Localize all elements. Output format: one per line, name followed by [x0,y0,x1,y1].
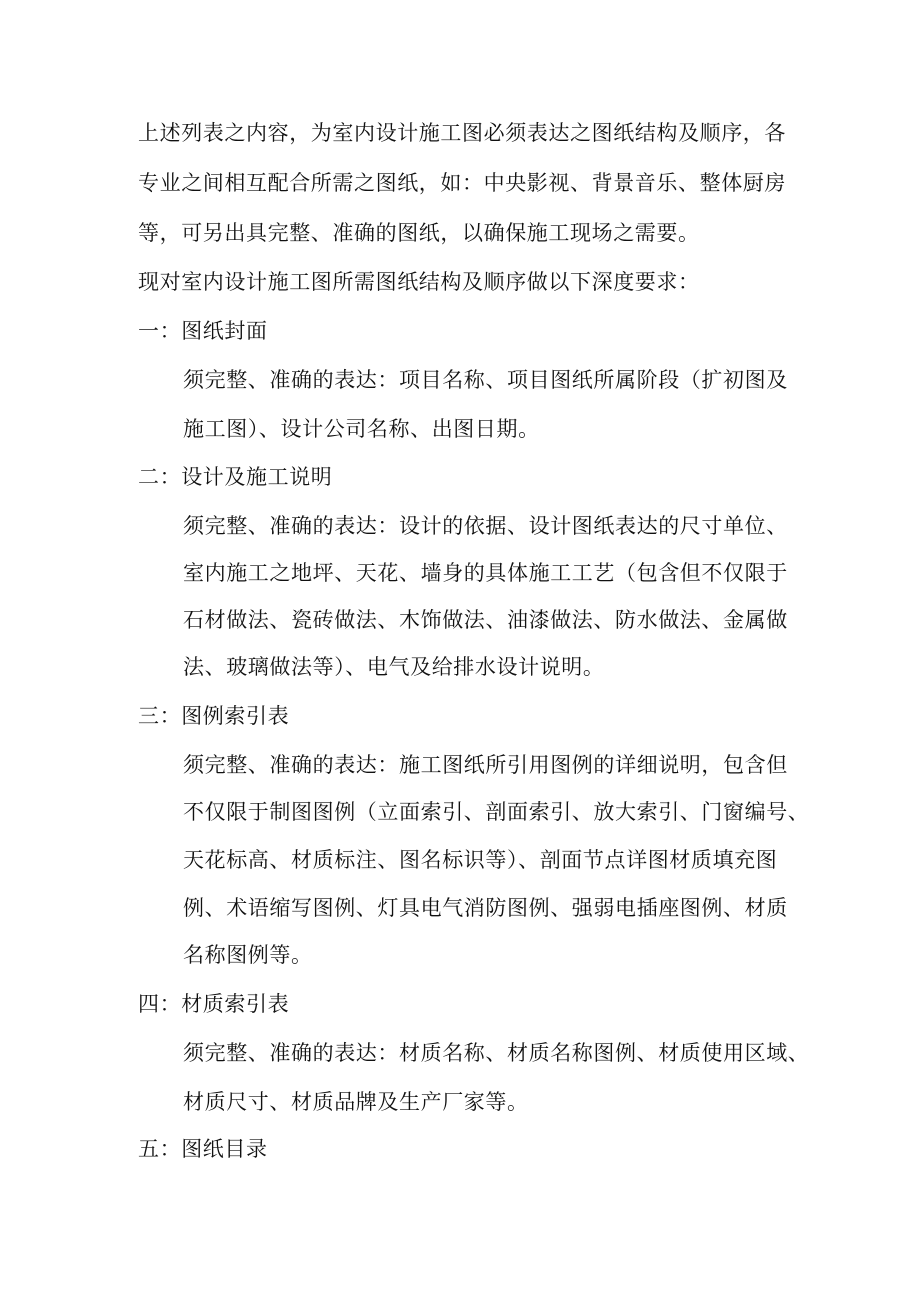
section-heading-design-notes: 二：设计及施工说明 [138,465,333,489]
section-heading-legend-index: 三：图例索引表 [138,704,290,728]
legend-body-line-3: 天花标高、材质标注、图名标识等）、剖面节点详图材质填充图 [183,848,778,872]
design-notes-body-line-3: 石材做法、瓷砖做法、木饰做法、油漆做法、防水做法、金属做 [183,608,788,632]
design-notes-body-line-2: 室内施工之地坪、天花、墙身的具体施工工艺（包含但不仅限于 [183,561,788,585]
design-notes-body-line-1: 须完整、准确的表达：设计的依据、设计图纸表达的尺寸单位、 [183,514,788,538]
legend-body-line-4: 例、术语缩写图例、灯具电气消防图例、强弱电插座图例、材质 [183,896,788,920]
section-heading-drawing-list: 五：图纸目录 [138,1137,268,1161]
intro-line-2: 专业之间相互配合所需之图纸，如：中央影视、背景音乐、整体厨房 [138,171,786,195]
material-body-line-2: 材质尺寸、材质品牌及生产厂家等。 [183,1090,529,1114]
section-heading-cover: 一：图纸封面 [138,319,268,343]
design-notes-body-line-4: 法、玻璃做法等）、电气及给排水设计说明。 [183,655,605,679]
cover-body-line-1: 须完整、准确的表达：项目名称、项目图纸所属阶段（扩初图及 [183,368,788,392]
legend-body-line-1: 须完整、准确的表达：施工图纸所引用图例的详细说明，包含但 [183,753,788,777]
intro-line-1: 上述列表之内容，为室内设计施工图必须表达之图纸结构及顺序，各 [138,121,786,145]
legend-body-line-5: 名称图例等。 [183,943,313,967]
section-heading-material-index: 四：材质索引表 [138,992,290,1016]
cover-body-line-2: 施工图）、设计公司名称、出图日期。 [183,417,540,441]
legend-body-line-2: 不仅限于制图图例（立面索引、剖面索引、放大索引、门窗编号、 [183,800,810,824]
material-body-line-1: 须完整、准确的表达：材质名称、材质名称图例、材质使用区域、 [183,1041,810,1065]
requirement-line: 现对室内设计施工图所需图纸结构及顺序做以下深度要求： [138,270,700,294]
intro-line-3: 等，可另出具完整、准确的图纸，以确保施工现场之需要。 [138,221,700,245]
